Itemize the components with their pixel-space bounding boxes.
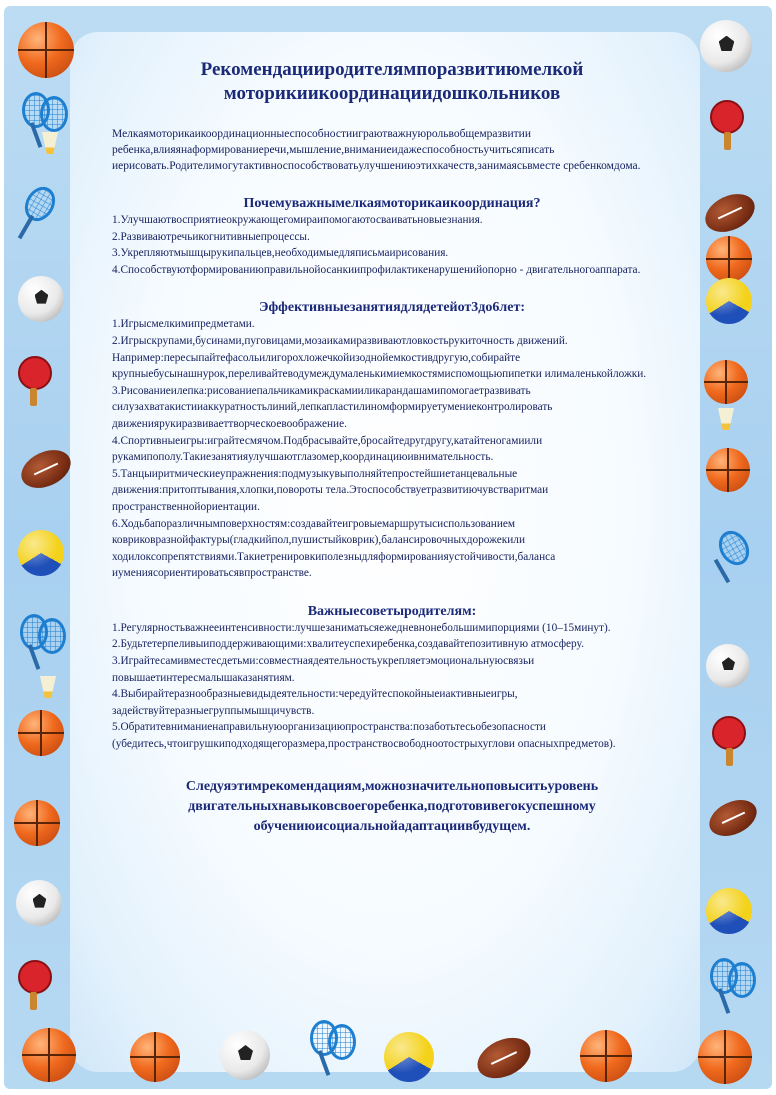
list-item: 3.Укрепляютмышцырукипальцев,необходимыедляписьмаирисования. (112, 247, 449, 260)
soccer-ball-icon (220, 1030, 270, 1080)
list-item: 3.Рисованиеилепка:рисованиепальчикамикраскамииликарандашамипомогаетразвивать силузахватакистииаккуратностьлиний,лепкапластилиномформируетумениеконтролировать движениярукиразвиваеттворческоевоображение. (112, 384, 553, 430)
basketball-icon (704, 360, 748, 404)
list-item: 1.Регулярностьважнееинтенсивности:лучшезаниматьсяежедневнонебольшимипорциями (10–15минут). (112, 621, 611, 634)
why-list (112, 212, 672, 278)
page-title: Рекомендацииродителямпоразвитиюмелкой моторикиикоординациидошкольников (200, 59, 584, 104)
basketball-icon (706, 448, 750, 492)
table-tennis-paddle-icon (14, 356, 64, 416)
volleyball-icon (18, 530, 64, 576)
basketball-icon (706, 236, 752, 282)
volleyball-icon (706, 278, 752, 324)
section-heading-tips: Важныесоветыродителям: (307, 603, 477, 619)
list-item: 1.Улучшаютвосприятиеокружающегомираипомогаютосваиватьновыезнания. (112, 214, 483, 226)
basketball-icon (18, 22, 74, 78)
badminton-racket-icon (18, 92, 68, 152)
list-item: 4.Выбирайтеразнообразныевидыдеятельности:чередуйтеспокойныеиактивныеигры, задействуйтеразныегруппымышцичувств. (112, 688, 518, 717)
activities-list (112, 316, 672, 582)
badminton-racket-icon (306, 1020, 356, 1080)
table-tennis-paddle-icon (706, 716, 756, 776)
volleyball-icon (706, 888, 752, 934)
tennis-racket-icon (706, 530, 756, 590)
list-item: 5.Танцыиритмическиеупражнения:подмузыкувыполняйтепростейшиетанцевальные движения:притоптывания,хлопки,повороты тела.Этоспособствуетразвитиючувстваритмаи пространственнойориентации. (112, 467, 549, 513)
table-tennis-paddle-icon (704, 100, 754, 160)
list-item: 2.Развиваютречьикогнитивныепроцессы. (112, 230, 310, 243)
soccer-ball-icon (16, 880, 62, 926)
section-heading-why: Почемуважнымелкаямоторикаикоординация? (243, 196, 541, 211)
soccer-ball-icon (18, 276, 64, 322)
basketball-icon (580, 1030, 632, 1082)
list-item: 4.Спортивныеигры:игрaйтесмячом.Подбрасывайте,бросайтедругдругу,катайтеногамиили рукамипополу.Такиезанятияулучшаютглазомер,координациюивнимательность. (112, 434, 543, 464)
closing-statement: Следуяэтимрекомендациям,можнозначительноповыситьуровень двигательныхнавыковсвоегоребенка,подготовивегокуспешному обучениюисоциальнойадаптациивбудущем. (185, 778, 599, 834)
soccer-ball-icon (706, 644, 750, 688)
list-item: 3.Играйтесамивместесдетьми:совместнаядеятельностьукрепляетэмоциональнуюсвязьи повышаетинтересмалышаказанятиям. (112, 655, 535, 684)
section-heading-activities: Эффективныезанятиядлядетейот3до6лет: (259, 300, 525, 316)
list-item: 6.Ходьбапоразличнымповерхностям:создавайтеигровыемаршрутысиспользованием ковриковразнойфактуры(гладкийпол,пушистыйковрик),балансировочныхдорожекили ходилоксопрепятствиями.Такиетренировкиполезныдляформированияустойчивости,баланса иумениясориентироватьсявпространстве. (112, 517, 556, 580)
basketball-icon (698, 1030, 752, 1084)
basketball-icon (18, 710, 64, 756)
basketball-icon (22, 1028, 76, 1082)
badminton-racket-icon (706, 958, 756, 1018)
list-item: 2.Игрыскрупами,бусинами,пуговицами,мозаикамиразвиваютловкостьрукиточность движений. (112, 334, 568, 347)
list-item: 5.Обратитевниманиенаправильнуюорганизациюпространства:позаботьтесьобезопасности (убедитесь,чтоигрушкиподходящегоразмера,пространствосвободноотострыхуглови опасныхпредметов). (112, 721, 616, 751)
tennis-racket-icon (16, 186, 66, 246)
basketball-icon (14, 800, 60, 846)
table-tennis-paddle-icon (14, 960, 64, 1020)
soccer-ball-icon (700, 20, 752, 72)
document-body (112, 58, 672, 837)
tips-list (112, 620, 672, 753)
badminton-racket-icon (16, 614, 66, 674)
basketball-icon (130, 1032, 180, 1082)
intro-paragraph: Мелкаямоторикаикоординационныеспособностииграютважнуюрольвобщемразвитии ребенка,влияянаформированиеречи,мышление,вниманиеидажеспособностьучитьсяписать иерисовать.Родителимогутактивноспособствоватьулучшениюэтихкачеств,занимаясьвместе сребенкомдома. (112, 128, 641, 172)
volleyball-icon (384, 1032, 434, 1082)
list-item: 1.Игрысмелкимипредметами. (112, 318, 255, 331)
list-item: 4.Способствуютформированиюправильнойосанкиипрофилактикенарушенийопорно - двигательногоаппарата. (112, 263, 641, 276)
list-item: 2.Будьтетерпеливыиподдерживающими:хвалитеуспехиребенка,создавайтепозитивную атмосферу. (112, 638, 584, 651)
list-item: Например:пересыпайтефасольилигорохложечкойизоднойемкостивдругую,собирайте крупныебусынашнурок,переливайтеводумеждумаленькимиемкостямиспомощьюпипетки илималенькойложки. (112, 351, 647, 381)
